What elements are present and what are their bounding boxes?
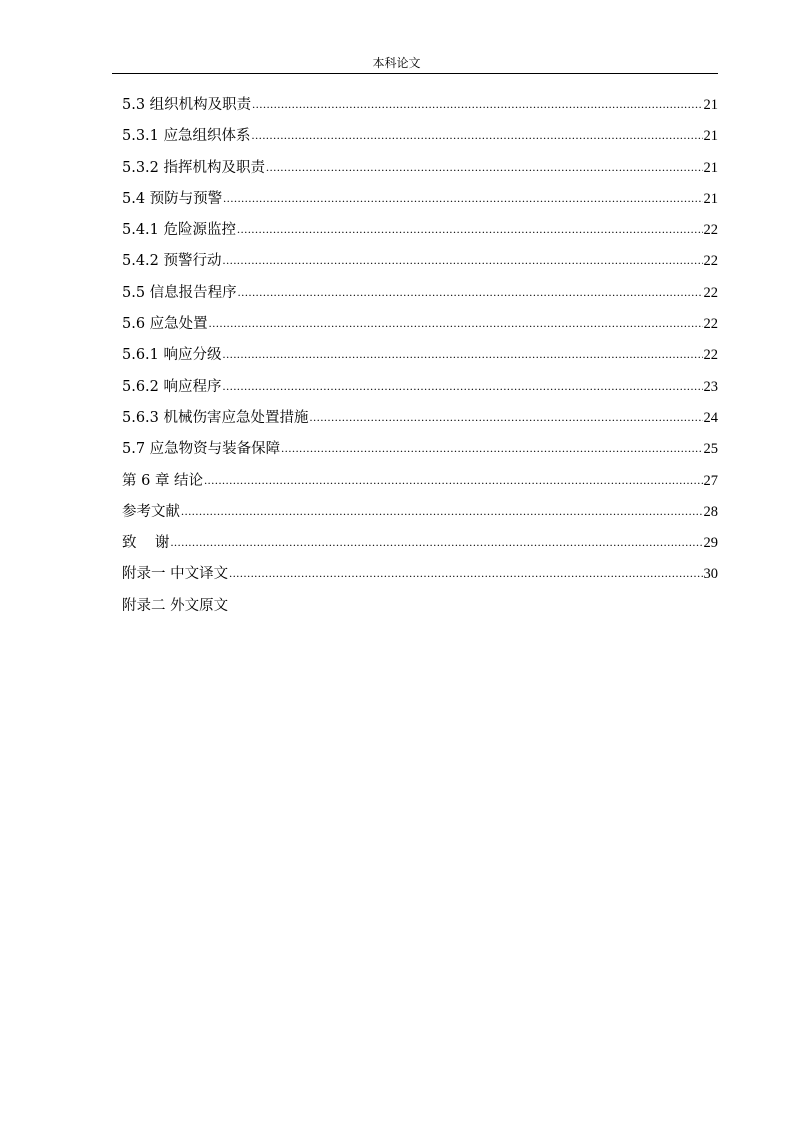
dot-leader: [281, 436, 702, 460]
header-divider: [112, 73, 718, 74]
toc-entry-5-4[interactable]: [122, 187, 718, 218]
toc-entry-5-3[interactable]: [122, 93, 718, 124]
toc-entry-page: 29: [703, 535, 718, 552]
toc-entry-label: 5.4 预防与预警: [122, 190, 223, 207]
dot-leader: [223, 374, 703, 398]
toc-entry-page: 21: [703, 190, 718, 207]
toc-entry-label: 5.3.1 应急组织体系: [122, 128, 251, 145]
toc-entry-5-6[interactable]: [122, 312, 718, 343]
toc-entry-label: 5.3 组织机构及职责: [122, 97, 252, 113]
toc-entry-page: 23: [703, 378, 718, 395]
toc-entry-page: 30: [703, 566, 718, 583]
dot-leader: [204, 468, 702, 492]
toc-entry-page: 22: [703, 222, 718, 239]
toc-entry-label: 5.3.2 指挥机构及职责: [122, 159, 266, 176]
toc-entry-5-3-2[interactable]: [122, 156, 718, 187]
table-of-contents: [122, 93, 718, 625]
toc-entry-acknowledgements[interactable]: [122, 531, 718, 562]
toc-entry-5-6-1[interactable]: [122, 343, 718, 374]
dot-leader: [266, 155, 702, 179]
toc-entry-page: 21: [703, 159, 718, 176]
dot-leader: [252, 92, 702, 116]
toc-entry-5-6-2[interactable]: [122, 375, 718, 406]
toc-entry-label: 5.6.1 响应分级: [122, 347, 222, 364]
toc-entry-page: 28: [703, 503, 718, 520]
toc-entry-label: 5.6 应急处置: [122, 316, 208, 333]
toc-entry-page: 21: [703, 128, 718, 145]
toc-entry-5-6-3[interactable]: [122, 406, 718, 437]
toc-entry-appendix-1[interactable]: [122, 562, 718, 593]
toc-entry-chapter-6[interactable]: [122, 469, 718, 500]
toc-entry-references[interactable]: [122, 500, 718, 531]
toc-entry-label: 附录一 中文译文: [122, 566, 229, 583]
toc-entry-page: 24: [703, 409, 718, 426]
toc-entry-label: 5.4.2 预警行动: [122, 253, 222, 270]
toc-entry-page: 22: [703, 347, 718, 364]
dot-leader: [223, 342, 703, 366]
toc-entry-page: 21: [703, 97, 718, 113]
toc-entry-5-5[interactable]: [122, 281, 718, 312]
toc-entry-page: 22: [703, 284, 718, 301]
dot-leader: [237, 217, 702, 241]
toc-entry-5-4-2[interactable]: [122, 249, 718, 280]
toc-entry-label: 致 谢: [122, 535, 170, 552]
toc-entry-appendix-2[interactable]: [122, 594, 718, 625]
toc-entry-label: 附录二 外文原文: [122, 597, 229, 614]
toc-entry-page: 27: [703, 472, 718, 489]
toc-entry-page: 25: [703, 441, 718, 458]
dot-leader: [223, 248, 703, 272]
dot-leader: [223, 186, 702, 210]
toc-entry-label: 5.6.3 机械伤害应急处置措施: [122, 409, 309, 426]
toc-entry-5-7[interactable]: [122, 437, 718, 468]
dot-leader: [252, 123, 703, 147]
toc-entry-label: 5.7 应急物资与装备保障: [122, 441, 281, 458]
toc-entry-label: 5.6.2 响应程序: [122, 378, 222, 395]
toc-entry-5-3-1[interactable]: [122, 124, 718, 155]
dot-leader: [310, 405, 703, 429]
toc-entry-label: 参考文献: [122, 503, 180, 520]
toc-entry-label: 5.5 信息报告程序: [122, 284, 237, 301]
dot-leader: [229, 561, 702, 585]
dot-leader: [181, 499, 703, 523]
page-header: 本科论文: [372, 56, 421, 70]
dot-leader: [209, 311, 703, 335]
toc-entry-page: 22: [703, 316, 718, 333]
toc-entry-5-4-1[interactable]: [122, 218, 718, 249]
toc-entry-label: 第 6 章 结论: [122, 472, 204, 489]
dot-leader: [238, 280, 703, 304]
toc-entry-label: 5.4.1 危险源监控: [122, 222, 237, 239]
dot-leader: [170, 530, 702, 554]
toc-entry-page: 22: [703, 253, 718, 270]
